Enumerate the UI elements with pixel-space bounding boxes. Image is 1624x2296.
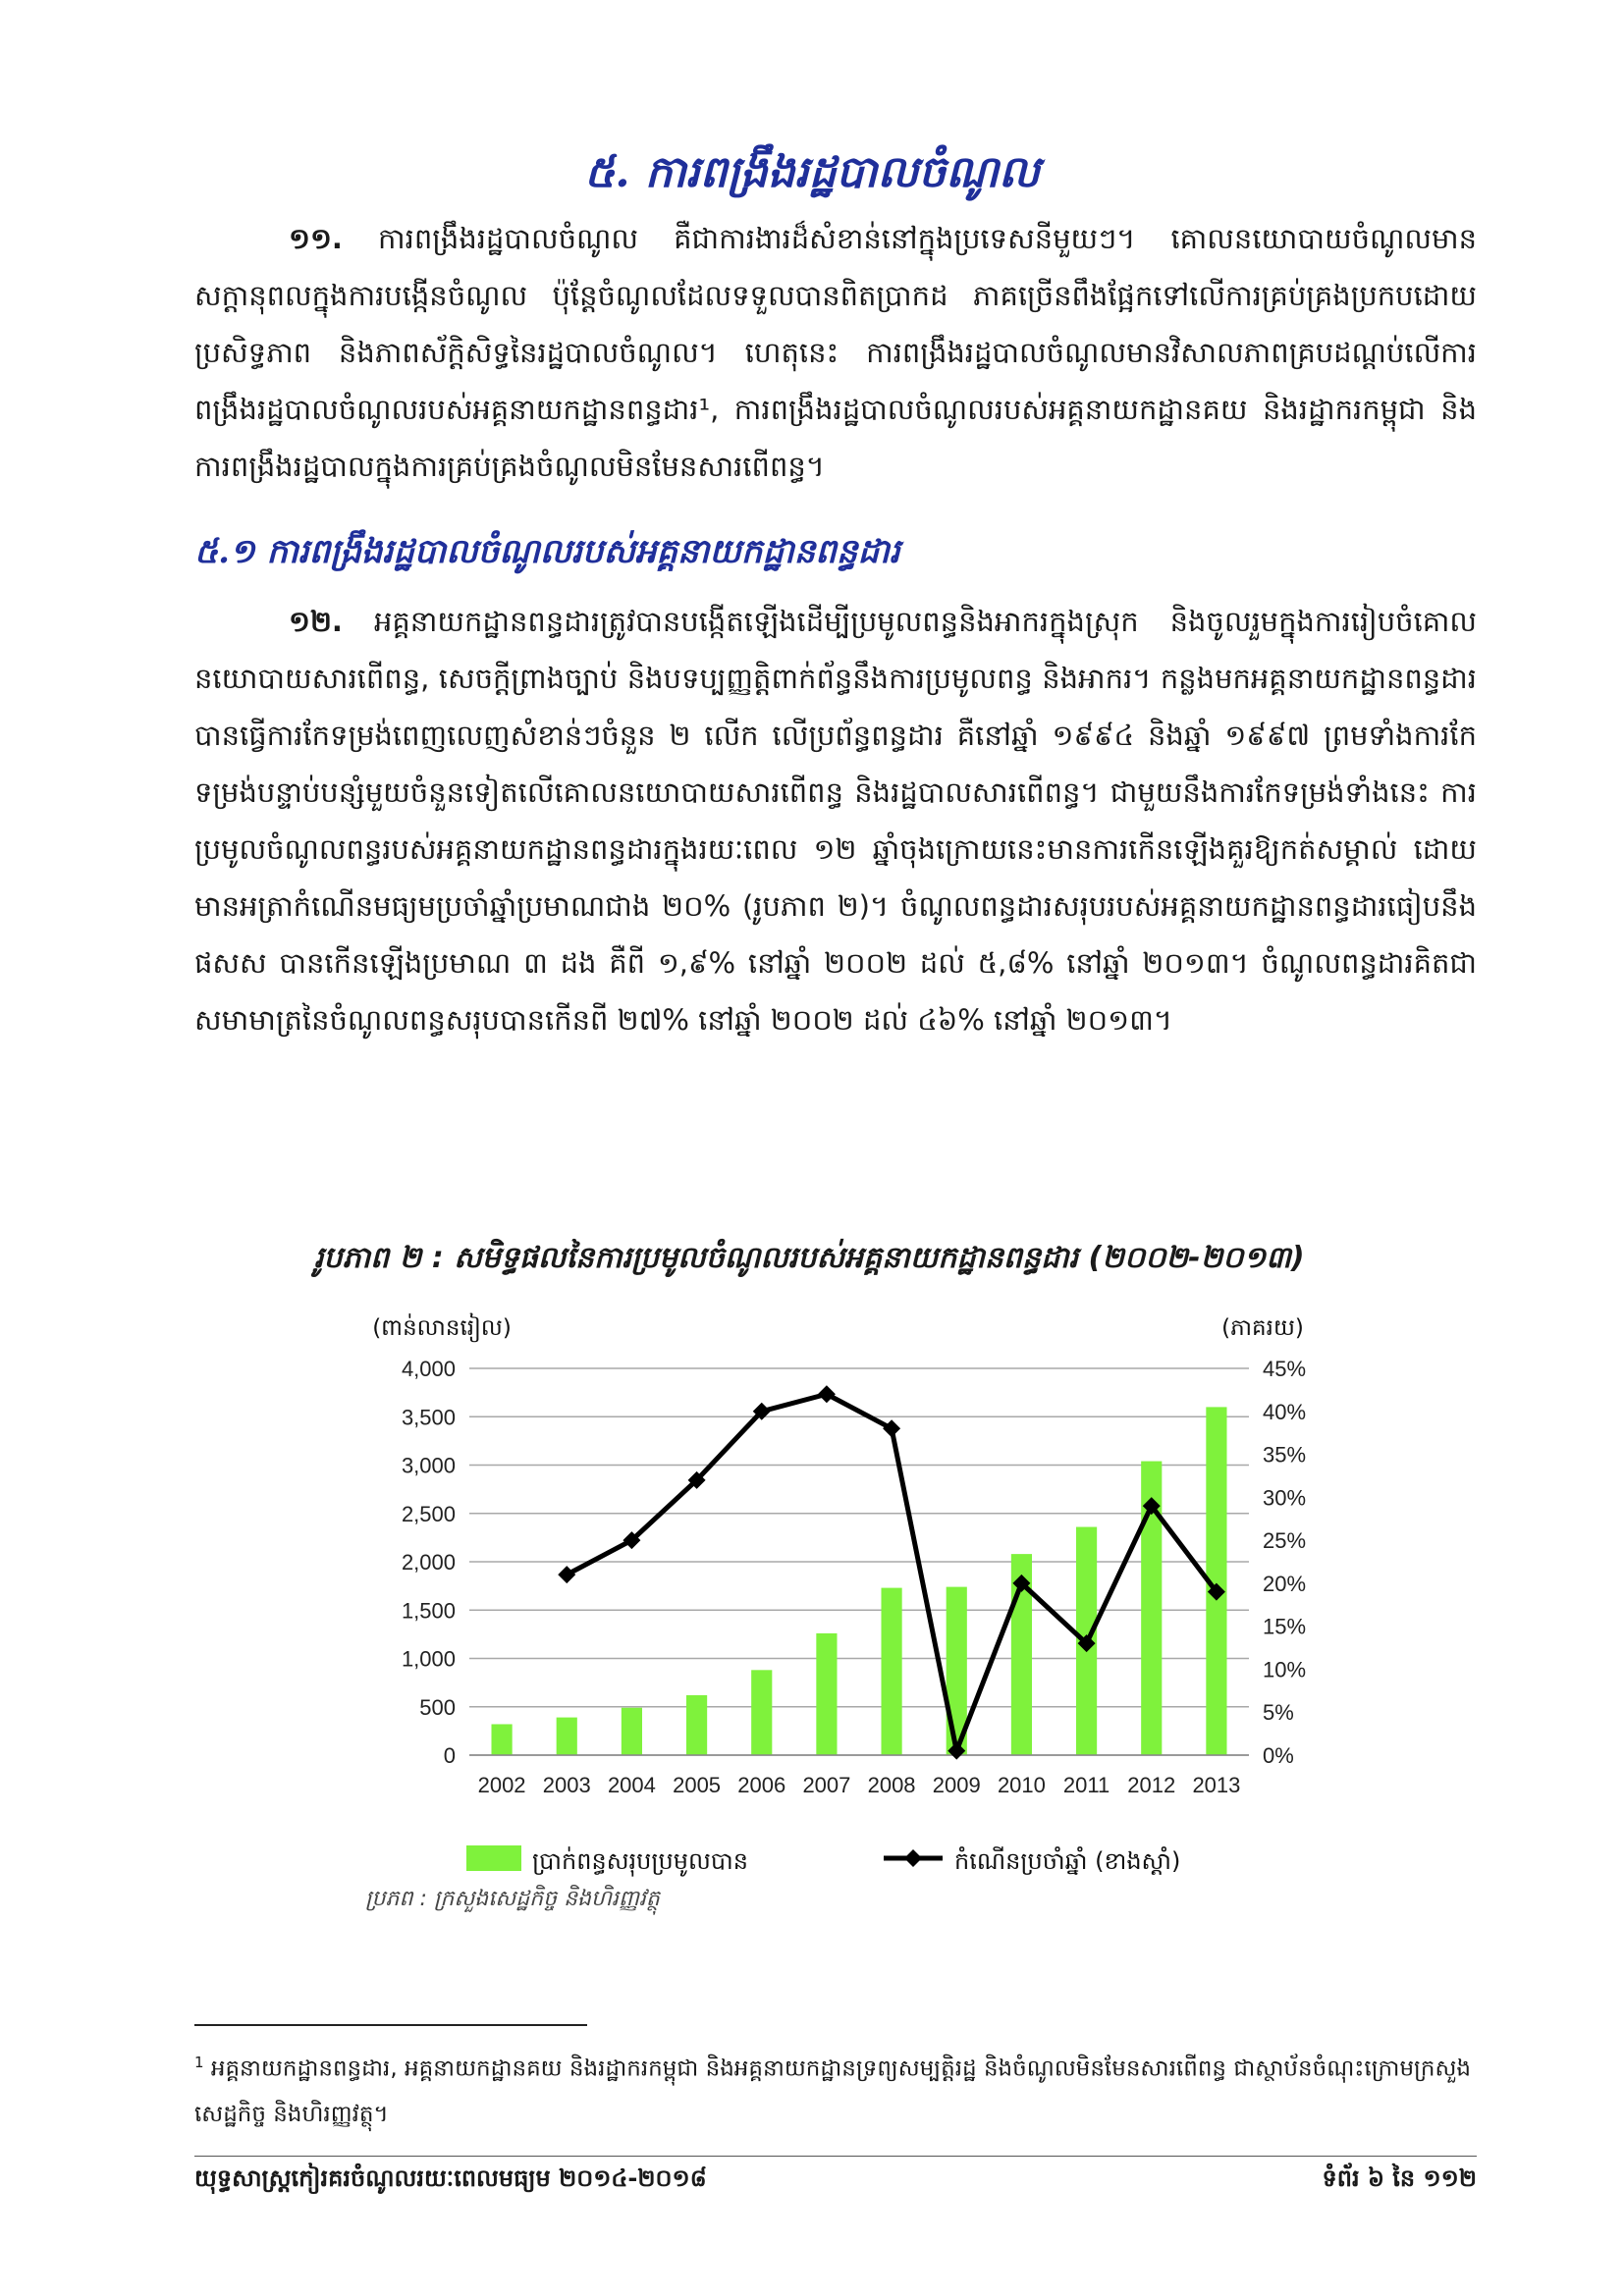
subsection-title: ៥.១ ការពង្រឹងរដ្ឋបាលចំណូលរបស់អគ្គនាយកដ្ឋានពន្ធដារ bbox=[194, 532, 900, 571]
y2-tick-label: 25% bbox=[1263, 1528, 1307, 1554]
y-tick-label: 3,000 bbox=[401, 1453, 456, 1478]
y-tick-label: 4,000 bbox=[401, 1357, 456, 1381]
growth-point-2003 bbox=[558, 1566, 575, 1583]
x-tick-label: 2012 bbox=[1127, 1773, 1176, 1797]
footnote-marker: 1 bbox=[194, 2054, 204, 2071]
paragraph-text: ការពង្រឹងរដ្ឋបាលចំណូល គឺជាការងារដ៏សំខាន់នៅក្នុងប្រទេសនីមួយៗ។ គោលនយោបាយចំណូលមានសក្ដានុពលក្នុងការបង្កើនចំណូល ប៉ុន្តែចំណូលដែលទទួលបានពិតប្រាកដ ភាគច្រើនពឹងផ្អែកទៅលើការគ្រប់គ្រងប្រកបដោយប្រសិទ្ធភាព និងភាពស័ក្តិសិទ្ធនៃរដ្ឋបាលចំណូល។ ហេតុនេះ ការពង្រឹងរដ្ឋបាលចំណូលមានវិសាលភាពគ្របដណ្តប់លើការពង្រឹងរដ្ឋបាលចំណូលរបស់អគ្គនាយកដ្ឋានពន្ធដារ¹, ការពង្រឹងរដ្ឋបាលចំណូលរបស់អគ្គនាយកដ្ឋានគយ និងរដ្ឋាករកម្ពុជា និងការពង្រឹងរដ្ឋបាលក្នុងការគ្រប់គ្រងចំណូលមិនមែនសារពើពន្ធ។ bbox=[194, 222, 1478, 483]
x-tick-label: 2005 bbox=[673, 1773, 722, 1797]
x-tick-label: 2002 bbox=[477, 1773, 526, 1797]
footnote bbox=[194, 2040, 1477, 2137]
y-tick-label: 0 bbox=[443, 1743, 456, 1768]
bar-2004 bbox=[622, 1708, 642, 1755]
bar-2005 bbox=[686, 1695, 707, 1755]
y-tick-label: 2,500 bbox=[401, 1501, 456, 1526]
y2-tick-label: 10% bbox=[1263, 1657, 1307, 1682]
legend-swatch-marker bbox=[904, 1849, 922, 1867]
x-tick-label: 2013 bbox=[1192, 1773, 1241, 1797]
growth-point-2007 bbox=[818, 1385, 836, 1403]
footer-document-title: យុទ្ធសាស្ត្រកៀរគរចំណូលរយៈពេលមធ្យម ២០១៤-២០១៨ bbox=[194, 2164, 707, 2192]
section-title: ៥. ការពង្រឹងរដ្ឋបាលចំណូល bbox=[584, 147, 1040, 197]
paragraph-number: ១១. bbox=[289, 222, 343, 255]
y2-tick-label: 0% bbox=[1263, 1743, 1294, 1768]
bar-2002 bbox=[491, 1724, 512, 1755]
legend-label-line: កំណើនប្រចាំឆ្នាំ (ខាងស្តាំ) bbox=[954, 1847, 1181, 1875]
footnote-divider bbox=[194, 2024, 587, 2026]
legend-swatch-bars bbox=[466, 1845, 521, 1871]
y2-tick-label: 30% bbox=[1263, 1485, 1307, 1511]
paragraph-number: ១២. bbox=[289, 605, 343, 638]
footnote-text: អគ្គនាយកដ្ឋានពន្ធដារ, អគ្គនាយកដ្ឋានគយ និងរដ្ឋាករកម្ពុជា និងអគ្គនាយកដ្ឋានទ្រព្យសម្បត្តិរដ្ឋ និងចំណូលមិនមែនសារពើពន្ធ ជាស្ថាប័នចំណុះក្រោមក្រសួងសេដ្ឋកិច្ច និងហិរញ្ញវត្ថុ។ bbox=[194, 2056, 1472, 2127]
x-tick-label: 2007 bbox=[802, 1773, 851, 1797]
y-axis-label: (ពាន់លានរៀល) bbox=[372, 1315, 512, 1341]
bar-2007 bbox=[816, 1633, 837, 1755]
y-tick-label: 2,000 bbox=[401, 1550, 456, 1575]
growth-point-2008 bbox=[883, 1419, 900, 1437]
y2-tick-label: 15% bbox=[1263, 1614, 1307, 1639]
footer-divider bbox=[194, 2156, 1477, 2157]
x-tick-label: 2010 bbox=[997, 1773, 1046, 1797]
y2-tick-label: 35% bbox=[1263, 1442, 1307, 1468]
bar-2008 bbox=[881, 1588, 901, 1755]
x-tick-label: 2009 bbox=[932, 1773, 981, 1797]
y-tick-label: 1,500 bbox=[401, 1598, 456, 1624]
y2-tick-label: 5% bbox=[1263, 1700, 1294, 1726]
y-tick-label: 3,500 bbox=[401, 1405, 456, 1430]
y-tick-label: 500 bbox=[419, 1694, 456, 1720]
figure-source: ប្រភព : ក្រសួងសេដ្ឋកិច្ច និងហិរញ្ញវត្ថុ bbox=[365, 1887, 660, 1911]
paragraph-text: អគ្គនាយកដ្ឋានពន្ធដារត្រូវបានបង្កើតឡើងដើម្បីប្រមូលពន្ធនិងអាករក្នុងស្រុក និងចូលរួមក្នុងការរៀបចំគោលនយោបាយសារពើពន្ធ, សេចក្តីព្រាងច្បាប់ និងបទប្បញ្ញត្តិពាក់ព័ន្ធនឹងការប្រមូលពន្ធ និងអាករ។ កន្លងមកអគ្គនាយកដ្ឋានពន្ធដារបានធ្វើការកែទម្រង់ពេញលេញសំខាន់ៗចំនួន ២ លើក លើប្រព័ន្ធពន្ធដារ គឺនៅឆ្នាំ ១៩៩៤ និងឆ្នាំ ១៩៩៧ ព្រមទាំងការកែទម្រង់បន្ទាប់បន្សំមួយចំនួនទៀតលើគោលនយោបាយសារពើពន្ធ និងរដ្ឋបាលសារពើពន្ធ។ ជាមួយនឹងការកែទម្រង់ទាំងនេះ ការប្រមូលចំណូលពន្ធរបស់អគ្គនាយកដ្ឋានពន្ធដារក្នុងរយៈពេល ១២ ឆ្នាំចុងក្រោយនេះមានការកើនឡើងគួរឱ្យកត់សម្គាល់ ដោយមានអត្រាកំណើនមធ្យមប្រចាំឆ្នាំប្រមាណជាង ២០% (រូបភាព ២)។ ចំណូលពន្ធដារសរុបរបស់អគ្គនាយកដ្ឋានពន្ធដារធៀបនឹង ផសស បានកើនឡើងប្រមាណ ៣ ដង គឺពី ១,៩% នៅឆ្នាំ ២០០២ ដល់ ៥,៨% នៅឆ្នាំ ២០១៣។ ចំណូលពន្ធដារគិតជាសមាមាត្រនៃចំណូលពន្ធសរុបបានកើនពី ២៧% នៅឆ្នាំ ២០០២ ដល់ ៤៦% នៅឆ្នាំ ២០១៣។ bbox=[194, 605, 1477, 1037]
y2-tick-label: 40% bbox=[1263, 1399, 1307, 1424]
y2-tick-label: 20% bbox=[1263, 1571, 1307, 1596]
x-tick-label: 2011 bbox=[1062, 1773, 1110, 1797]
y-tick-label: 1,000 bbox=[401, 1646, 456, 1672]
legend-label-bars: ប្រាក់ពន្ធសរុបប្រមូលបាន bbox=[532, 1847, 748, 1875]
x-tick-label: 2008 bbox=[867, 1773, 916, 1797]
x-tick-label: 2003 bbox=[542, 1773, 591, 1797]
y2-tick-label: 45% bbox=[1263, 1357, 1307, 1381]
x-tick-label: 2006 bbox=[737, 1773, 786, 1797]
bar-2006 bbox=[751, 1670, 772, 1755]
footer-page-number: ទំព័រ ៦ នៃ ១១២ bbox=[1322, 2164, 1477, 2192]
figure-title: រូបភាព ២ : សមិទ្ធផលនៃការប្រមូលចំណូលរបស់អគ្គនាយកដ្ឋានពន្ធដារ (២០០២-២០១៣) bbox=[314, 1241, 1305, 1275]
y2-axis-label: (ភាគរយ) bbox=[1221, 1315, 1304, 1341]
bar-2003 bbox=[557, 1718, 577, 1755]
x-tick-label: 2004 bbox=[607, 1773, 656, 1797]
